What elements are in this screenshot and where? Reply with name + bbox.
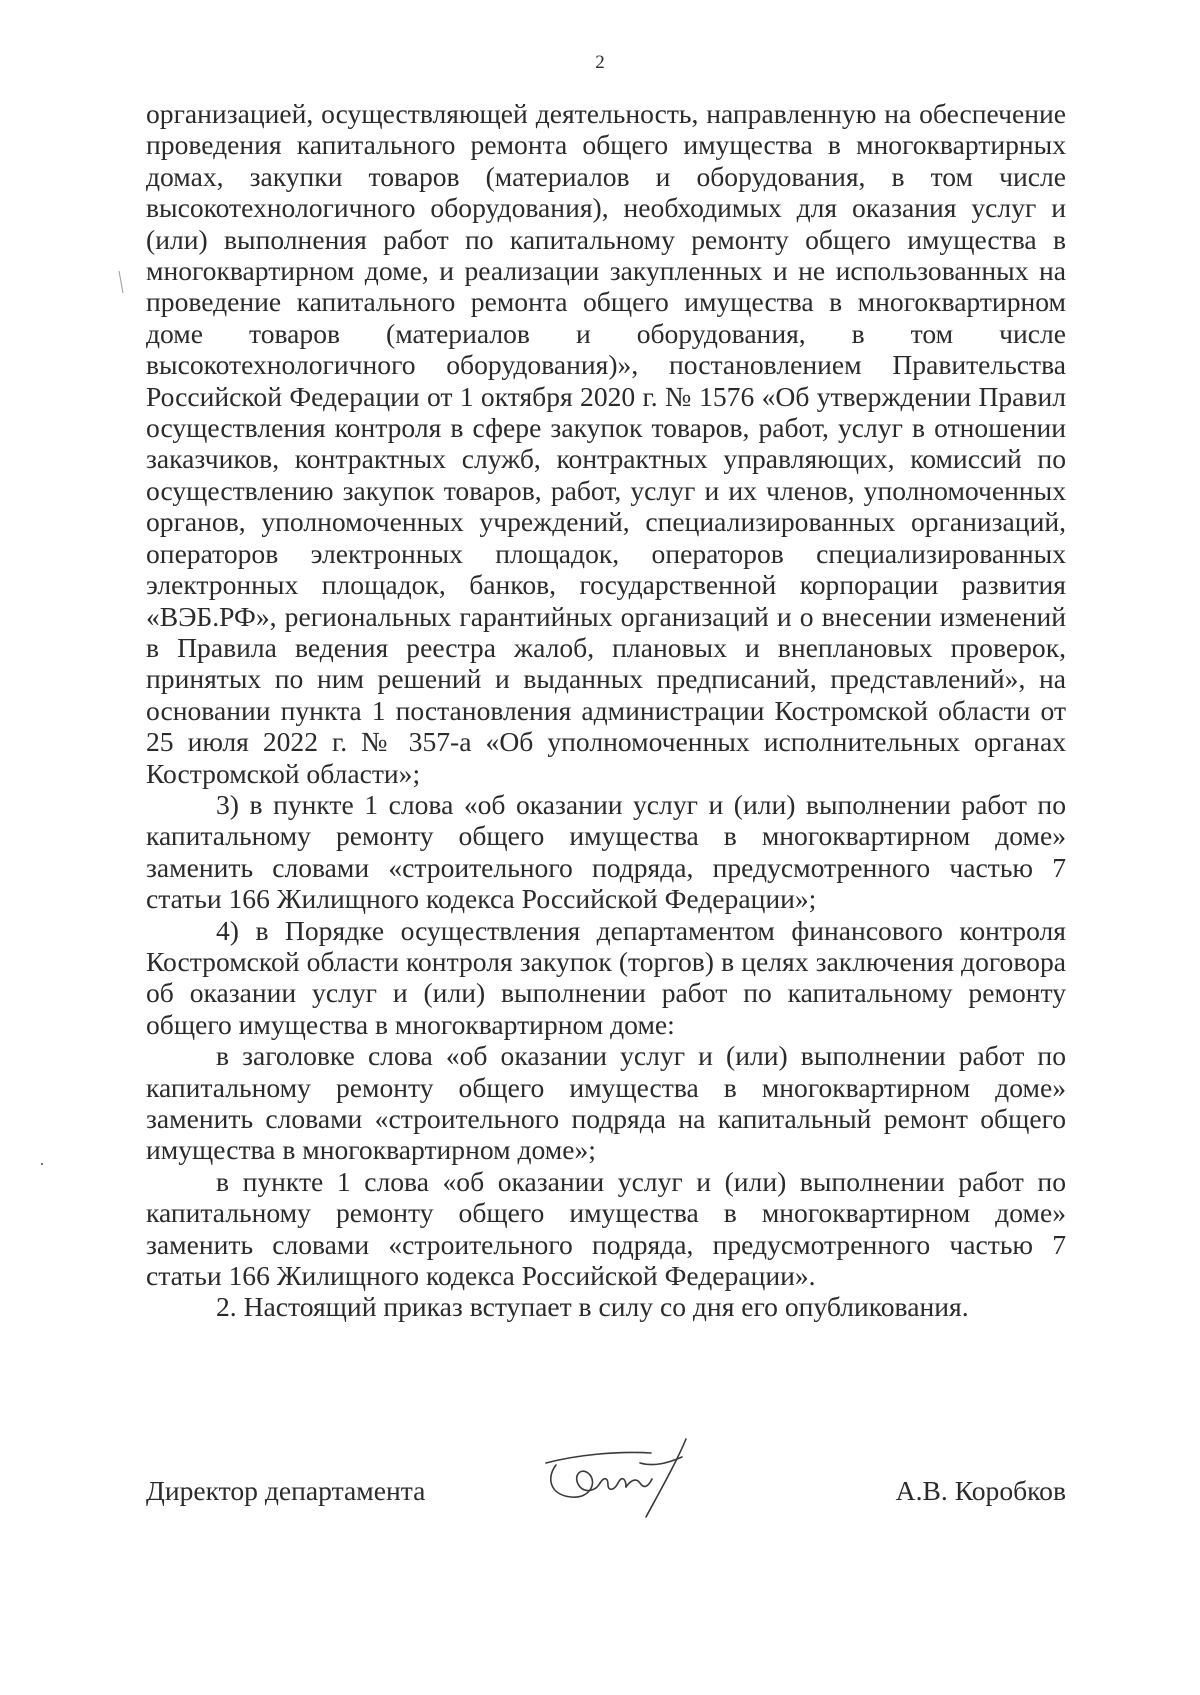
- paragraph-item-4: 4) в Порядке осуществления департаментом финансового контроля Костромской области контроля закупок (торгов) в целях заключения договора об оказании услуг и (или) выполнении работ по капитальному ремонту общего имущества в многоквартирном доме:: [146, 914, 1066, 1040]
- page-number: 2: [595, 52, 605, 73]
- handwritten-signature: [536, 1433, 696, 1523]
- signature-block: [146, 1445, 1066, 1525]
- paragraph-legal-basis: организацией, осуществляющей деятельность, направленную на обеспечение проведения капитального ремонта общего имущества в многоквартирных домах, закупки товаров (материалов и оборудования, в том числе высокотехнологичного оборудования), необходимых для оказания услуг и (или) выполнения работ по капитальному ремонту общего имущества в многоквартирном доме, и реализации закупленных и не использованных на проведение капитального ремонта общего имущества в многоквартирном доме товаров (материалов и оборудования, в том числе высокотехнологичного оборудования)», постановлением Правительства Российской Федерации от 1 октября 2020 г. № 1576 «Об утверждении Правил осуществления контроля в сфере закупок товаров, работ, услуг в отношении заказчиков, контрактных служб, контрактных управляющих, комиссий по осуществлению закупок товаров, работ, услуг и их членов, уполномоченных органов, уполномоченных учреждений, специализированных организаций, операторов электронных площадок, операторов специализированных электронных площадок, банков, государственной корпорации развития «ВЭБ.РФ», региональных гарантийных организаций и о внесении изменений в Правила ведения реестра жалоб, плановых и внеплановых проверок, принятых по ним решений и выданных предписаний, представлений», на основании пункта 1 постановления администрации Костромской области от 25 июля 2022 г. № 357-а «Об уполномоченных исполнительных органах Костромской области»;: [146, 98, 1066, 789]
- paragraph-item-3: 3) в пункте 1 слова «об оказании услуг и (или) выполнении работ по капитальному ремонту общего имущества в многоквартирном доме» заменить словами «строительного подряда, предусмотренного частью 7 статьи 166 Жилищного кодекса Российской Федерации»;: [146, 788, 1066, 915]
- paragraph-entry-into-force: 2. Настоящий приказ вступает в силу со дня его опубликования.: [216, 1291, 969, 1323]
- paragraph-point-1-change: в пункте 1 слова «об оказании услуг и (или) выполнении работ по капитальному ремонту общего имущества в многоквартирном доме» заменить словами «строительного подряда, предусмотренного частью 7 статьи 166 Жилищного кодекса Российской Федерации».: [146, 1165, 1066, 1292]
- scan-artifact-dot: [40, 1162, 44, 1166]
- paragraph-heading-change: в заголовке слова «об оказании услуг и (или) выполнении работ по капитальному ремонту общего имущества в многоквартирном доме» заменить словами «строительного подряда на капитальный ремонт общего имущества в многоквартирном доме»;: [146, 1040, 1066, 1166]
- document-body: [146, 98, 1066, 1323]
- signer-name: А.В. Коробков: [895, 1475, 1066, 1506]
- signer-title: Директор департамента: [146, 1475, 426, 1506]
- scan-artifact-mark: [118, 270, 124, 294]
